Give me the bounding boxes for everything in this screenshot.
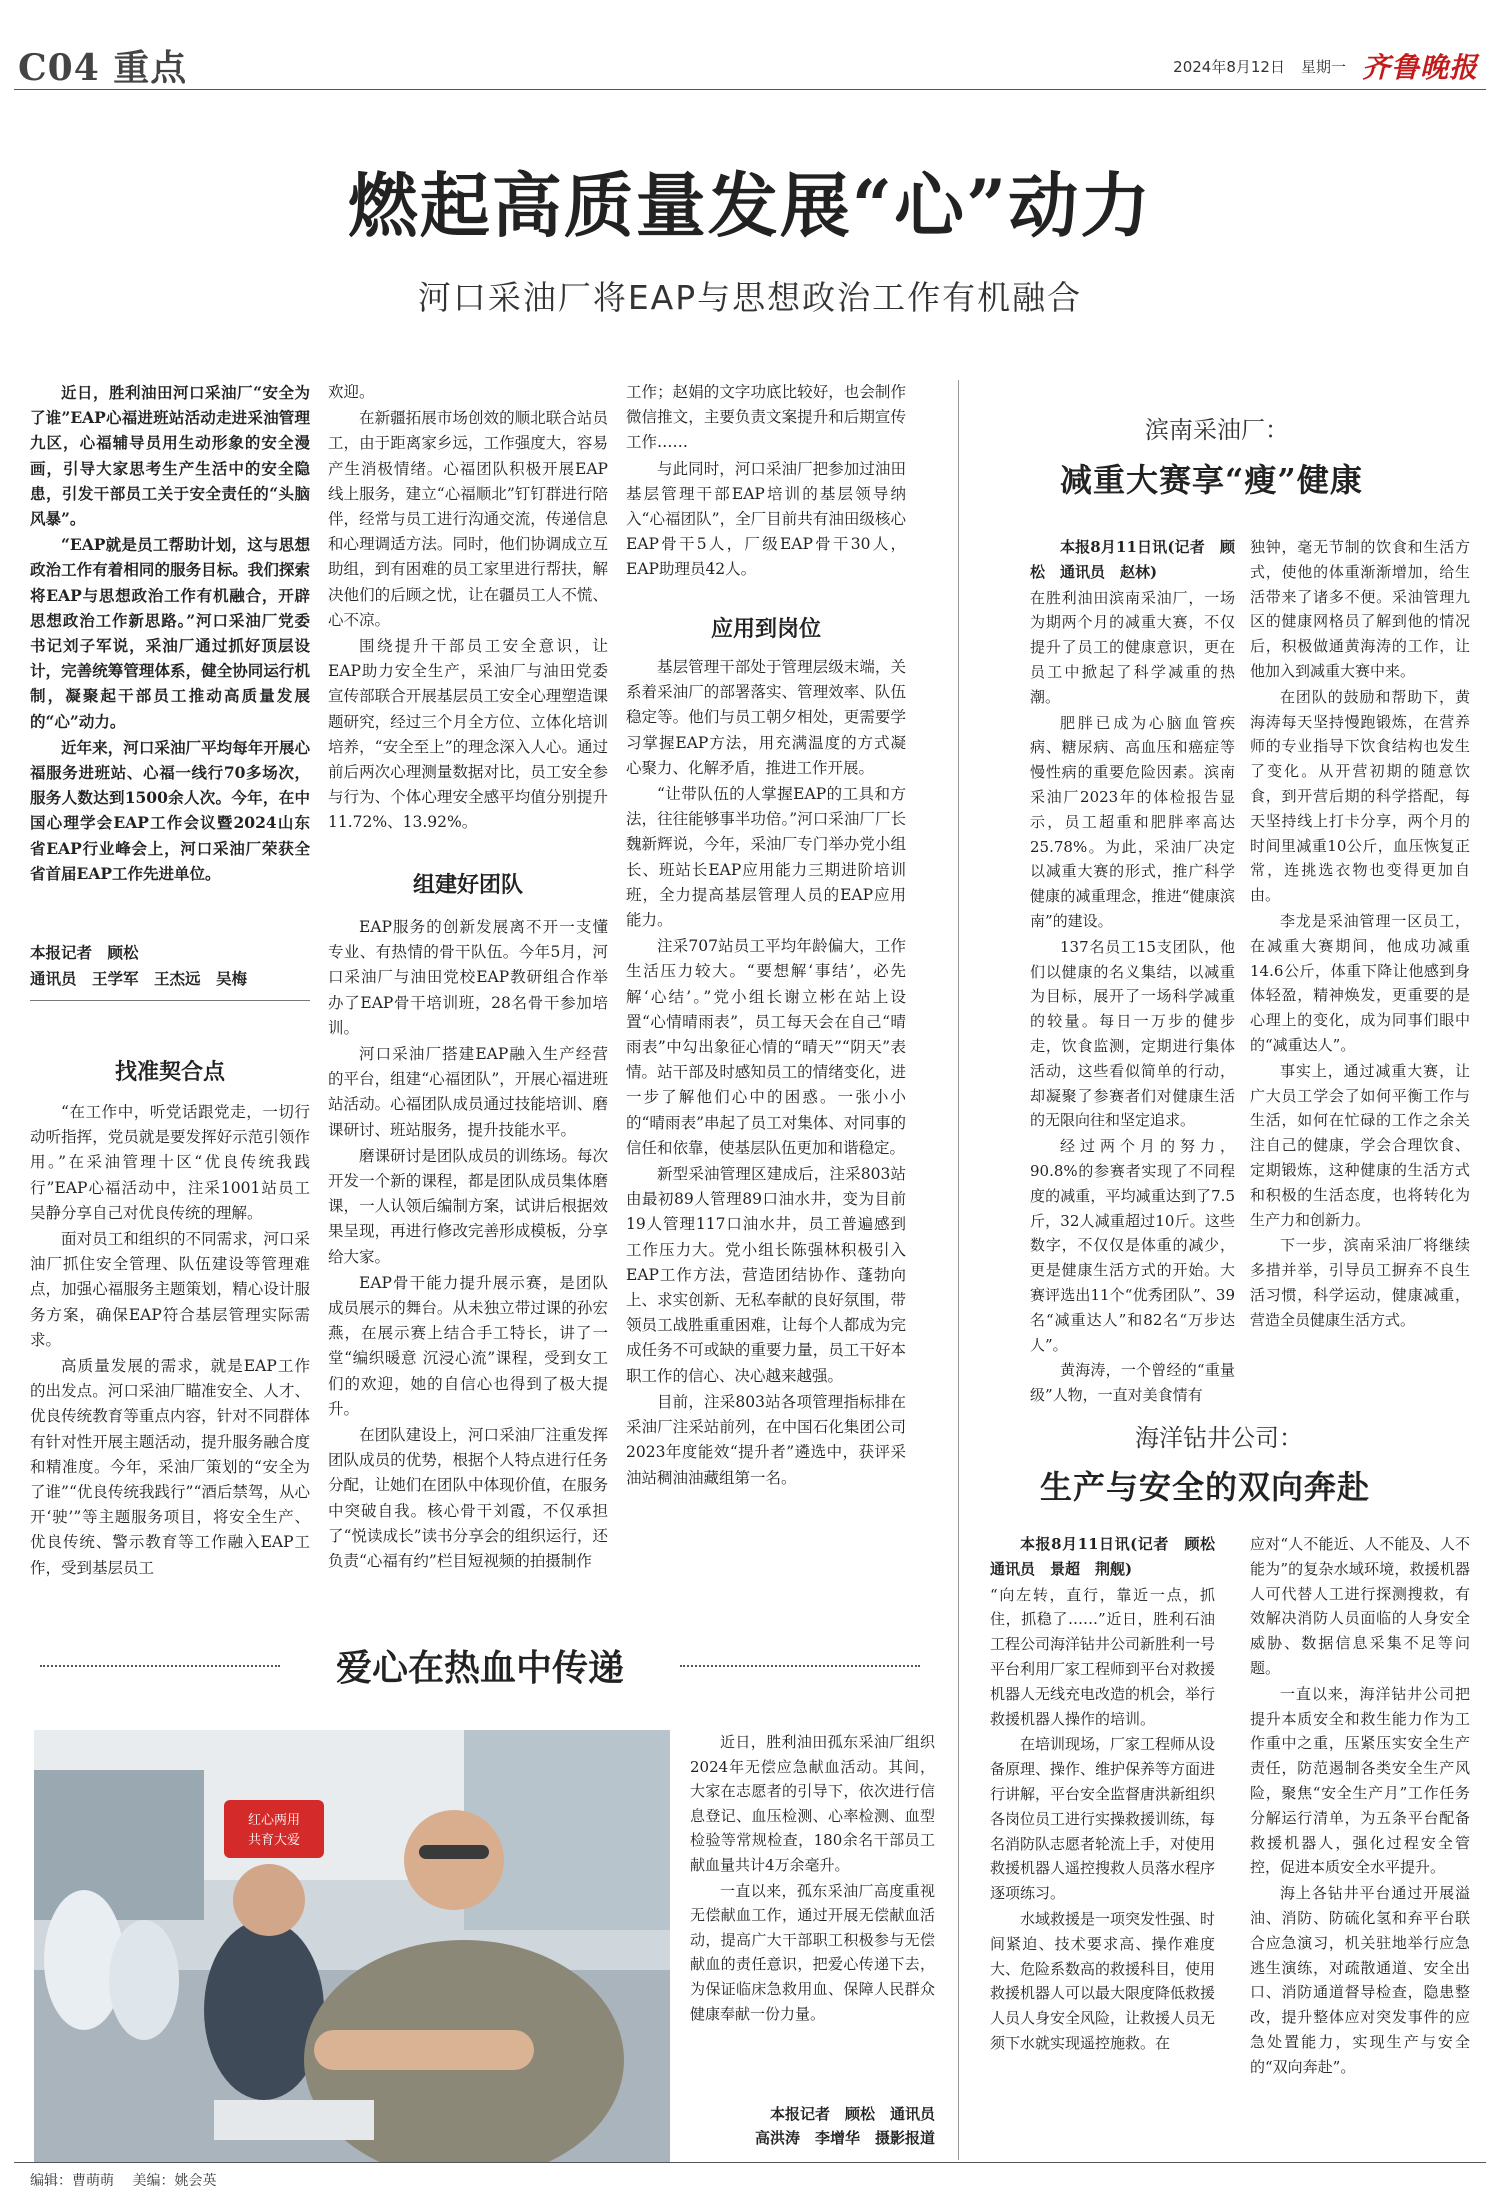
paragraph: 137名员工15支团队，他们以健康的名义集结，以减重为目标，展开了一场科学减重的较量。每日一万步的健步走，饮食监测，定期进行集体活动，这些看似简单的行动，却凝聚了参赛者们对健康生活的无限向往和坚定追求。: [1030, 937, 1235, 1130]
blood-headline: 爱心在热血中传递: [335, 1647, 624, 1689]
ocean-headline: 生产与安全的双向奔赴: [1040, 1468, 1371, 1506]
blood-donation-photo: [34, 1730, 670, 2162]
paragraph: 高质量发展的需求，就是EAP工作的出发点。河口采油厂瞄准安全、人才、优良传统教育等重点内容，针对不同群体有针对性开展主题活动，提升服务融合度和精准度。今年，采油厂策划的“安全为了谁”“优良传统我践行”“酒后禁驾，从心开‘驶’”等主题服务项目，将安全生产、优良传统、警示教育等工作融入EAP工作，受到基层员工: [30, 1357, 310, 1577]
main-article-col2b: [328, 915, 608, 1575]
footer-designer: 美编：姚会英: [132, 2173, 217, 2189]
byline-line2: 高洪涛 李增华 摄影报道: [754, 2129, 935, 2147]
paragraph: 磨课研讨是团队成员的训练场。每次开发一个新的课程，都是团队成员集体磨课，一人认领后编制方案，试讲后根据效果呈现，再进行修改完善形成模板，分享给大家。: [328, 1146, 608, 1266]
paragraph: 下一步，滨南采油厂将继续多措并举，引导员工摒弃不良生活习惯，科学运动，健康减重，营造全员健康生活方式。: [1250, 1236, 1470, 1329]
paragraph: “EAP就是员工帮助计划，这与思想政治工作有着相同的服务目标。我们探索将EAP与思想政治工作有机融合，开辟思想政治工作新思路。”河口采油厂党委书记刘子军说，采油厂通过抓好顶层设计，完善统筹管理体系，健全协同运行机制，凝聚起干部员工推动高质量发展的“心”动力。: [30, 535, 310, 731]
byline-correspondents: 通讯员 王学军 王杰远 吴梅: [30, 969, 248, 988]
paragraph: 注采707站员工平均年龄偏大，工作生活压力较大。“要想解‘事结’，必先解‘心结’。”党小组长谢立彬在站上设置“心情晴雨表”，员工每天会在自己“晴雨表”中勾出象征心情的“晴天”“阴天”表情。站干部及时感知员工的情绪变化，进一步了解他们心中的困惑。一张小小的“晴雨表”串起了员工对集体、对同事的信任和依靠，使基层队伍更加和谐稳定。: [626, 937, 906, 1157]
column-divider: [958, 380, 959, 2160]
paragraph: 基层管理干部处于管理层级末端，关系着采油厂的部署落实、管理效率、队伍稳定等。他们与员工朝夕相处，更需要学习掌握EAP方法，用充满温度的方式凝心聚力、化解矛盾，推进工作开展。: [626, 658, 906, 777]
main-byline: [30, 940, 310, 992]
photo-illustration: [34, 1730, 670, 2162]
paragraph: 在团队建设上，河口采油厂注重发挥团队成员的优势，根据个人特点进行任务分配，让她们在团队中体现价值，在服务中突破自我。核心骨干刘霞，不仅承担了“悦读成长”读书分享会的组织运行，还负责“心福有约”栏目短视频的拍摄制作: [328, 1426, 608, 1571]
binnan-col2: [1250, 535, 1470, 1334]
blood-text: [690, 1730, 935, 2027]
article-lead: 本报8月11日讯(记者 顾松 通讯员 赵林): [1030, 538, 1235, 581]
paragraph: 事实上，通过减重大赛，让广大员工学会了如何平衡工作与生活，如何在忙碌的工作之余关注自己的健康，学会合理饮食、定期锻炼，这种健康的生活方式和积极的生活态度，也将转化为生产力和创新力。: [1250, 1061, 1470, 1229]
paragraph: “让带队伍的人掌握EAP的工具和方法，往往能够事半功倍。”河口采油厂厂长魏新辉说，今年，采油厂专门举办党小组长、班站长EAP应用能力三期进阶培训班，全力提高基层管理人员的EAP应用能力。: [626, 785, 906, 930]
paragraph: “在工作中，听党话跟党走，一切行动听指挥，党员就是要发挥好示范引领作用。”在采油管理十区“优良传统我践行”EAP心福活动中，注采1001站员工吴静分享自己对优良传统的理解。: [30, 1103, 310, 1222]
ocean-kicker: 海洋钻井公司：: [1135, 1424, 1303, 1452]
paragraph: 面对员工和组织的不同需求，河口采油厂抓住安全管理、队伍建设等管理难点，加强心福服务主题策划，精心设计服务方案，确保EAP符合基层管理实际需求。: [30, 1230, 310, 1349]
paragraph: 独钟，毫无节制的饮食和生活方式，使他的体重渐渐增加，给生活带来了诸多不便。采油管理九区的健康网格员了解到他的情况后，积极做通黄海涛的工作，让他加入到减重大赛中来。: [1250, 538, 1470, 680]
paragraph: 在胜利油田滨南采油厂，一场为期两个月的减重大赛，不仅提升了员工的健康意识，更在员工中掀起了科学减重的热潮。: [1030, 588, 1235, 706]
main-article-col3: [626, 380, 906, 584]
paragraph: 水域救援是一项突发性强、时间紧迫、技术要求高、操作难度大、危险系数高的救援科目，使用救援机器人可以最大限度降低救援人员人身安全风险，让救援人员无须下水就实现遥控施救。在: [990, 1909, 1216, 2052]
paragraph: EAP骨干能力提升展示赛，是团队成员展示的舞台。从未独立带过课的孙宏燕，在展示赛上结合手工特长，讲了一堂“编织暖意 沉浸心流”课程，受到女工们的欢迎，她的自信心也得到了极大提升。: [328, 1273, 608, 1418]
divider: [30, 1000, 310, 1001]
issue-weekday: 星期一: [1300, 57, 1346, 76]
byline-line1: 本报记者 顾松 通讯员: [769, 2105, 935, 2123]
paragraph: 黄海涛，一个曾经的“重量级”人物，一直对美食情有: [1030, 1361, 1235, 1405]
masthead-logo: 齐鲁晚报: [1361, 51, 1478, 84]
paragraph: 新型采油管理区建成后，注采803站由最初89人管理89口油水井，变为目前19人管理117口油水井，员工普遍感到工作压力大。党小组长陈强林积极引入EAP工作方法，营造团结协作、蓬勃向上、求实创新、无私奉献的良好氛围，带领员工战胜重重困难，让每个人都成为完成任务不可或缺的重要力量，员工干好本职工作的信心、决心越来越强。: [626, 1165, 906, 1385]
paragraph: 一直以来，孤东采油厂高度重视无偿献血工作，通过开展无偿献血活动，提高广大干部职工积极参与无偿献血的责任意识，把爱心传递下去，为保证临床急救用血、保障人民群众健康奉献一份力量。: [690, 1881, 935, 2023]
binnan-headline: 减重大赛享“瘦”健康: [1060, 461, 1363, 499]
byline-reporter: 本报记者 顾松: [30, 943, 139, 962]
main-headline: 燃起高质量发展“心”动力: [347, 164, 1153, 247]
photo-banner: [224, 1800, 324, 1858]
dotted-rule-right: [680, 1665, 920, 1667]
paragraph: 近年来，河口采油厂平均每年开展心福服务进班站、心福一线行70多场次，服务人数达到1500余人次。今年，在中国心理学会EAP工作会议暨2024山东省EAP行业峰会上，河口采油厂荣获全省首届EAP工作先进单位。: [30, 737, 310, 883]
paragraph: EAP服务的创新发展离不开一支懂专业、有热情的骨干队伍。今年5月，河口采油厂与油田党校EAP教研组合作举办了EAP骨干培训班，28名骨干参加培训。: [328, 918, 608, 1037]
footer-rule: [14, 2162, 1486, 2163]
paragraph: 与此同时，河口采油厂把参加过油田基层管理干部EAP培训的基层领导纳入“心福团队”，全厂目前共有油田级核心EAP骨干5人，厂级EAP骨干30人，EAP助理员42人。: [626, 459, 906, 579]
issue-date: 2024年8月12日: [1173, 57, 1285, 76]
paragraph: 应对“人不能近、人不能及、人不能为”的复杂水域环境，救援机器人可代替人工进行探测搜救，有效解决消防人员面临的人身安全威胁、数据信息采集不足等问题。: [1250, 1535, 1470, 1677]
section-head-3: 应用到岗位: [710, 616, 821, 642]
binnan-col1: [1030, 535, 1235, 1409]
page-header: [14, 28, 1486, 90]
main-article-col1b: [30, 1100, 310, 1582]
section-head-1: 找准契合点: [114, 1059, 225, 1085]
paragraph: 河口采油厂搭建EAP融入生产经营的平台，组建“心福团队”，开展心福进班站活动。心福团队成员通过技能培训、磨课研讨、班站服务，提升技能水平。: [328, 1045, 608, 1139]
blood-byline: [690, 2102, 935, 2150]
paragraph: 近日，胜利油田孤东采油厂组织2024年无偿应急献血活动。其间，大家在志愿者的引导下，依次进行信息登记、血压检测、心率检测、血型检验等常规检查，180余名干部员工献血量共计4万余毫升。: [690, 1733, 935, 1874]
paragraph: 工作；赵娟的文字功底比较好，也会制作微信推文，主要负责文案提升和后期宣传工作……: [626, 383, 906, 452]
main-article-col1: [30, 380, 310, 887]
page-footer: [30, 2170, 230, 2190]
article-lead: 本报8月11日讯(记者 顾松 通讯员 景超 荆舰): [990, 1535, 1231, 1578]
paragraph: 经过两个月的努力，90.8%的参赛者实现了不同程度的减重，平均减重达到了7.5斤，32人减重超过10斤。这些数字，不仅仅是体重的减少，更是健康生活方式的开始。大赛评选出11个“优秀团队”、39名“减重达人”和82名“万步达人”。: [1030, 1137, 1235, 1354]
section-head-2: 组建好团队: [412, 872, 523, 898]
main-article-col3b: [626, 655, 906, 1492]
paragraph: “向左转，直行，靠近一点，抓住，抓稳了……”近日，胜利石油工程公司海洋钻井公司新胜利一号平台利用厂家工程师到平台对救援机器人无线充电改造的机会，举行救援机器人操作的培训。: [990, 1585, 1216, 1728]
page-label: C04 重点: [18, 47, 188, 89]
paragraph: 围绕提升干部员工安全意识，让EAP助力安全生产，采油厂与油田党委宣传部联合开展基层员工安全心理塑造课题研究，经过三个月全方位、立体化培训培养，“安全至上”的理念深入人心。通过前后两次心理测量数据对比，员工安全参与行为、个体心理安全感平均值分别提升11.72%、13.92%。: [328, 637, 608, 832]
paragraph: 近日，胜利油田河口采油厂“安全为了谁”EAP心福进班站活动走进采油管理九区，心福辅导员用生动形象的安全漫画，引导大家思考生产生活中的安全隐患，引发干部员工关于安全责任的“头脑风暴”。: [30, 383, 310, 529]
paragraph: 在新疆拓展市场创效的顺北联合站员工，由于距离家乡远，工作强度大，容易产生消极情绪。心福团队积极开展EAP线上服务，建立“心福顺北”钉钉群进行陪伴，经常与员工进行沟通交流，传递信息和心理调适方法。同时，他们协调成立互助组，到有困难的员工家里进行帮扶，解决他们的后顾之忧，让在疆员工人不慌、心不凉。: [328, 409, 608, 629]
paragraph: 李龙是采油管理一区员工，在减重大赛期间，他成功减重14.6公斤，体重下降让他感到身体轻盈，精神焕发，更重要的是心理上的变化，成为同事们眼中的“减重达人”。: [1250, 911, 1470, 1054]
header-right: [1173, 46, 1478, 86]
paragraph: 肥胖已成为心脑血管疾病、糖尿病、高血压和癌症等慢性病的重要危险因素。滨南采油厂2023年的体检报告显示，员工超重和肥胖率高达25.78%。为此，采油厂决定以减重大赛的形式，推广科学健康的减重理念，推进“健康滨南”的建设。: [1030, 713, 1235, 930]
photo-banner-line1: 红心两用: [247, 1813, 301, 1828]
main-subheadline: 河口采油厂将EAP与思想政治工作有机融合: [417, 278, 1083, 317]
paragraph: 欢迎。: [328, 383, 375, 401]
paragraph: 在团队的鼓励和帮助下，黄海涛每天坚持慢跑锻炼，在营养师的专业指导下饮食结构也发生了变化。从开营初期的随意饮食，到开营后期的科学搭配，每天坚持线上打卡分享，两个月的时间里减重10公斤，血压恢复正常，连挑选衣物也变得更加自由。: [1250, 687, 1470, 905]
photo-banner-line2: 共育大爱: [247, 1833, 301, 1848]
ocean-col1: [990, 1532, 1231, 2057]
paragraph: 海上各钻井平台通过开展溢油、消防、防硫化氢和弃平台联合应急演习，机关驻地举行应急逃生演练，对疏散通道、安全出口、消防通道督导检查，隐患整改，提升整体应对突发事件的应急处置能力，实现生产与安全的“双向奔赴”。: [1250, 1884, 1470, 2076]
paragraph: 目前，注采803站各项管理指标排在采油厂注采站前列，在中国石化集团公司2023年度能效“提升者”遴选中，获评采油站稠油油藏组第一名。: [626, 1392, 906, 1487]
paragraph: 一直以来，海洋钻井公司把提升本质安全和救生能力作为工作重中之重，压紧压实安全生产责任，防范遏制各类安全生产风险，聚焦“安全生产月”工作任务分解运行清单，为五条平台配备救援机器人，强化过程安全管控，促进本质安全水平提升。: [1250, 1684, 1470, 1877]
paragraph: 在培训现场，厂家工程师从设备原理、操作、维护保养等方面进行讲解，平台安全监督唐洪新组织各岗位员工进行实操救援训练，每名消防队志愿者轮流上手，对使用救援机器人遥控搜救人员落水程序逐项练习。: [990, 1735, 1216, 1903]
ocean-col2: [1250, 1532, 1470, 2081]
main-article-col2: [328, 380, 608, 837]
binnan-kicker: 滨南采油厂：: [1145, 416, 1289, 444]
footer-editor: 编辑：曹萌萌: [30, 2173, 114, 2189]
